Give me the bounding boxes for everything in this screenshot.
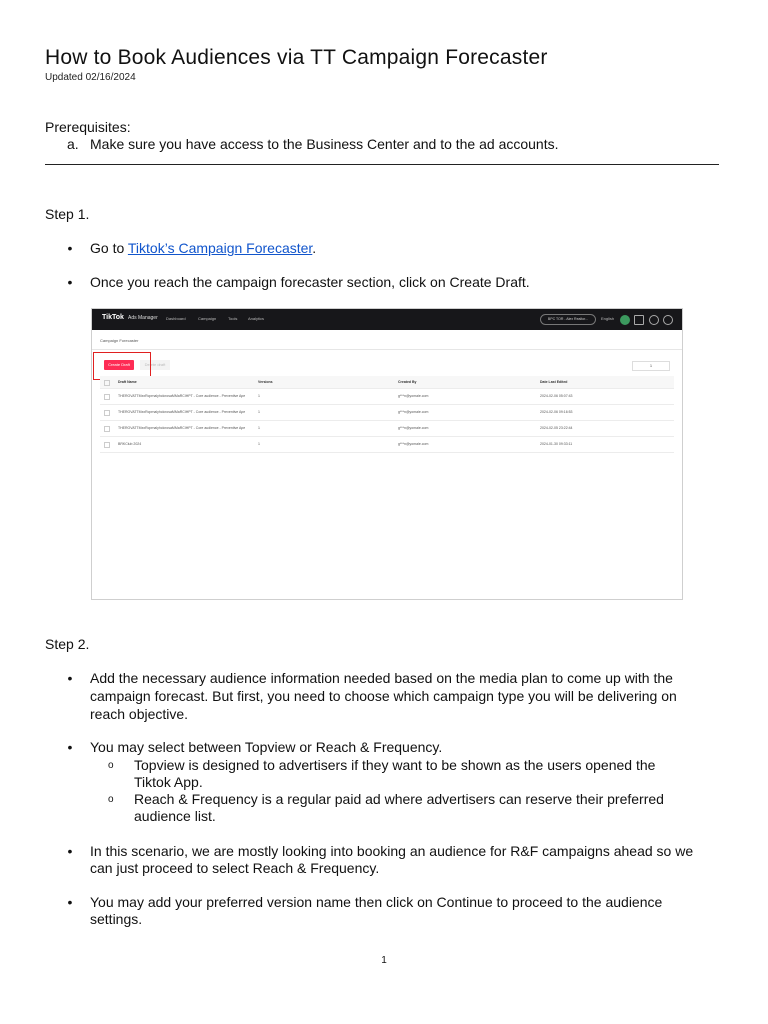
column-header: Date Last Edited [540,380,568,384]
cell: 1 [258,426,260,430]
bullet-icon: • [67,670,73,686]
nav-dashboard: Dashboard [166,316,186,321]
cell: 1 [258,410,260,414]
bullet-icon: • [67,240,73,256]
column-header: Draft Name [118,380,137,384]
help-icon [663,315,673,325]
page-number: 1 [381,955,387,966]
cell: g***n@yomaie.com [398,426,429,430]
pagination: 1 [632,361,670,371]
cell: 2024-01-30 09:33:11 [540,442,573,446]
checkbox-icon [104,410,110,416]
avatar-icon [620,315,630,325]
prerequisites-heading: Prerequisites: [45,119,131,135]
campaign-forecaster-link[interactable]: Tiktok’s Campaign Forecaster [127,240,313,256]
ads-manager-topbar [92,309,682,330]
table-row [100,389,674,405]
step2-bullet4-line1: You may add your preferred version name then click on Continue to proceed to the audience [90,894,663,910]
nav-campaign: Campaign [198,316,217,321]
cell: THEROVATTMxxRcprnalyhclcrosaMMaRCIHPT - Core audience - Preventive Ape [118,394,246,398]
step2-bullet2: You may select between Topview or Reach & Frequency. [90,739,443,755]
language-label: English [601,316,615,321]
cell: 2024-02-06 09:16:53 [540,410,573,414]
step2-bullet1-line2: campaign forecast. But first, you need to choose which campaign type you will be delivering on [90,688,677,704]
create-draft-button: Create Draft [104,360,134,370]
bullet-icon: • [67,274,73,290]
sub-bullet-icon: o [108,794,114,805]
step2-bullet1-line1: Add the necessary audience information needed based on the media plan to come up with the [90,670,673,686]
clipboard-icon [634,315,644,325]
cell: 2024-02-05 23:22:44 [540,426,573,430]
cell: 1 [258,442,260,446]
cell: g***n@yomaie.com [398,442,429,446]
step2-bullet3-line1: In this scenario, we are mostly looking into booking an audience for R&F campaigns ahead so we [90,843,694,859]
cell: g***n@yomaie.com [398,394,429,398]
checkbox-icon [104,442,110,448]
breadcrumb: Campaign Forecaster [100,338,139,343]
bullet-icon: • [67,739,73,755]
step2-bullet3-line2: can just proceed to select Reach & Frequency. [90,860,380,876]
step2-sub2-line1: Reach & Frequency is a regular paid ad where advertisers can reserve their preferred [134,791,664,807]
ads-manager-label: Ads Manager [128,315,158,321]
nav-tools: Tools [228,316,238,321]
column-header: Created By [398,380,417,384]
bell-icon [649,315,659,325]
step2-bullet1-line3: reach objective. [90,706,189,722]
drafts-table [100,376,674,453]
tiktok-logo: TikTok [102,314,124,321]
nav-analytics: Analytics [248,316,265,321]
step2-sub1-line1: Topview is designed to advertisers if they want to be shown as the users opened the [134,757,656,773]
column-header: Versions [258,380,273,384]
cell: THEROVATTMxxRcprnalyhclcrosaMMaRCIHPT - Core audience - Preventive Ape [118,426,246,430]
updated-date: Updated 02/16/2024 [45,72,136,83]
step2-sub1-line2: Tiktok App. [134,774,203,790]
account-pill: BPC TOR - Alex Realtor... [540,314,596,325]
campaign-forecaster-screenshot [91,308,683,600]
bullet-icon: • [67,894,73,910]
step1-goto-text: Go to Tiktok’s Campaign Forecaster. [90,240,317,256]
step2-heading: Step 2. [45,636,90,652]
checkbox-icon [104,426,110,432]
delete-draft-button: Delete draft [140,360,170,370]
table-header [100,376,674,389]
prereq-marker: a. [67,136,79,152]
divider-line [45,164,719,165]
cell: BRKClub 2024 [118,442,142,446]
divider [92,349,682,350]
step1-bullet2: Once you reach the campaign forecaster section, click on Create Draft. [90,274,530,290]
table-row [100,421,674,437]
checkbox-icon [104,380,110,386]
step2-bullet4-line2: settings. [90,911,143,927]
cell: 1 [258,394,260,398]
document-title: How to Book Audiences via TT Campaign Forecaster [45,46,548,69]
sub-bullet-icon: o [108,760,114,771]
bullet-icon: • [67,843,73,859]
prereq-item: Make sure you have access to the Business Center and to the ad accounts. [90,136,559,152]
step2-sub2-line2: audience list. [134,808,216,824]
cell: g***n@yomaie.com [398,410,429,414]
table-row [100,405,674,421]
cell: THEROVATTMxxRcprnalyhclcrosaMMaRCIHPT - Core audience - Preventive Ape [118,410,246,414]
table-row [100,437,674,453]
cell: 2024-02-06 05:07:43 [540,394,573,398]
checkbox-icon [104,394,110,400]
step1-heading: Step 1. [45,206,90,222]
